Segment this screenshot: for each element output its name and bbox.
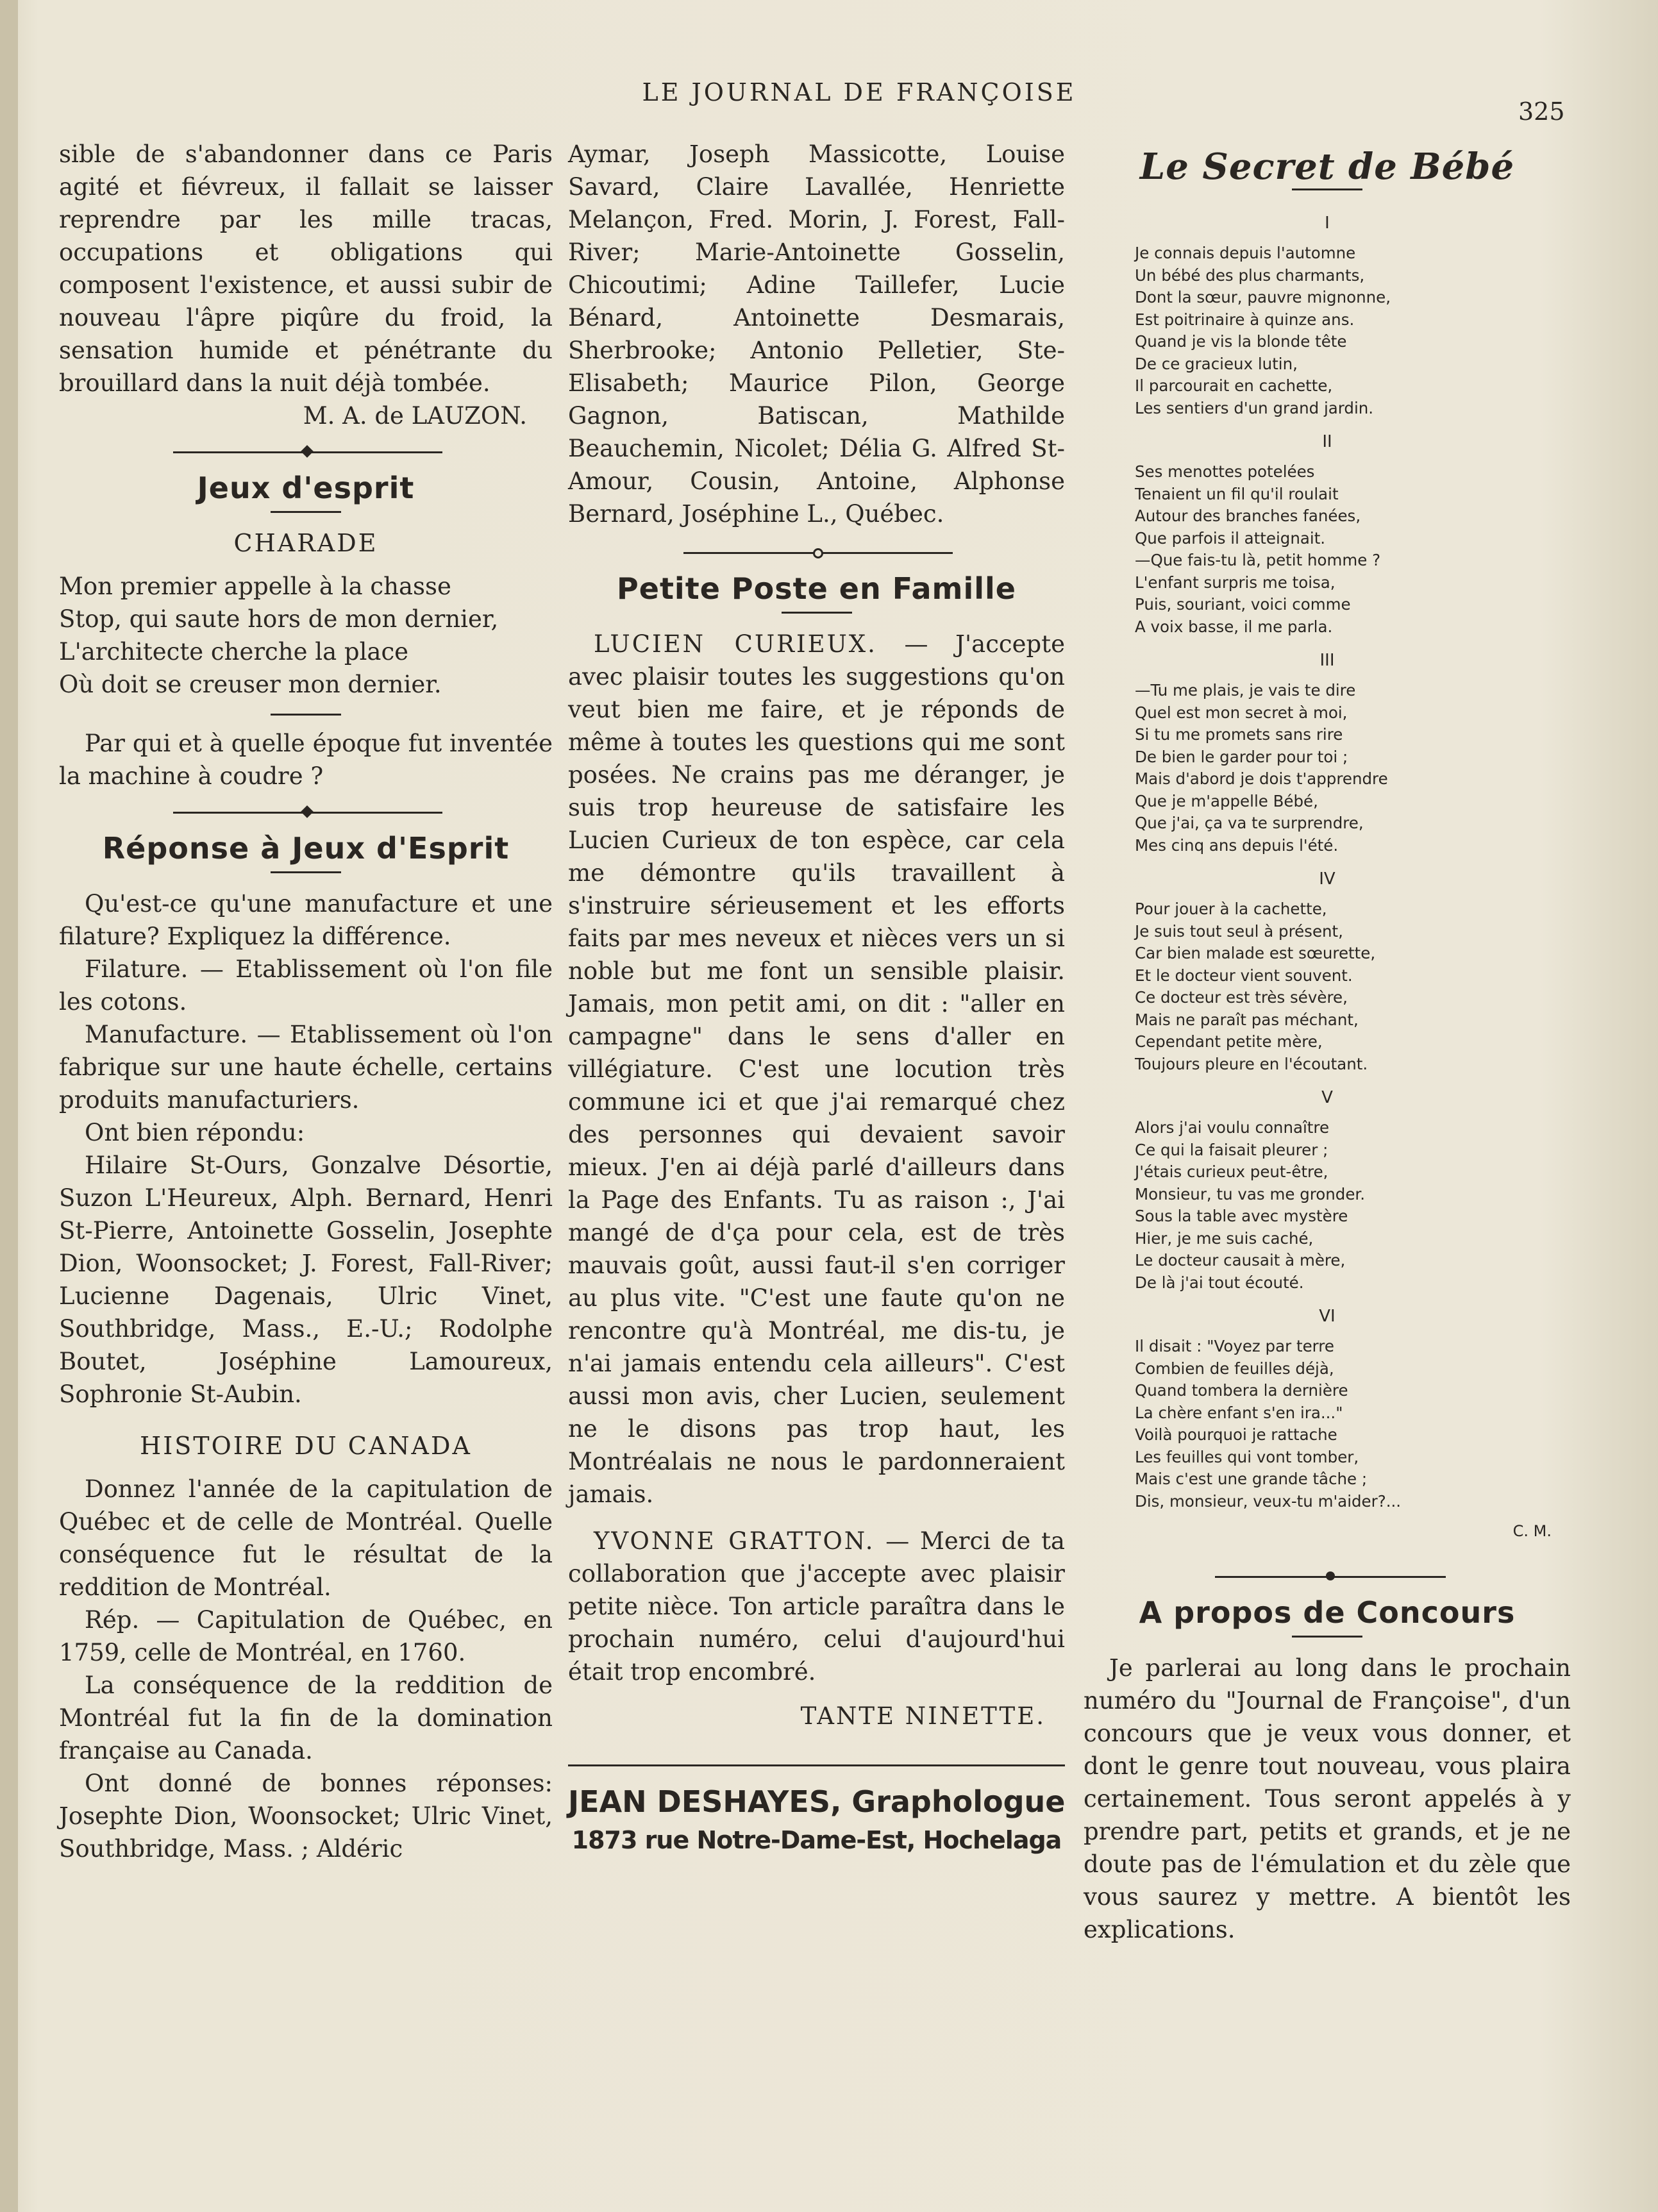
poem-line: Le docteur causait à mère, — [1135, 1251, 1346, 1269]
histoire-heading: HISTOIRE DU CANADA — [140, 1432, 472, 1460]
journal-header: LE JOURNAL DE FRANÇOISE — [642, 78, 1076, 106]
histoire-question: Donnez l'année de la capitulation de Québec et de celle de Montréal. Quelle conséquence fut le résultat de la reddition de Montréal. — [59, 1475, 553, 1601]
intro-author: M. A. de LAUZON. — [303, 402, 527, 430]
respondents-list: Hilaire St-Ours, Gonzalve Désortie, Suzon L'Heureux, Alph. Bernard, Henri St-Pierre, Antoinette Gosselin, Josephte Dion, Woonsocket; J. Forest, Fall-River; Lucienne Dagenais, Ulric Vinet, Southbridge, Mass., E.-U.; Rodolphe Boutet, Joséphine Lamoureux, Sophronie St-Aubin. — [59, 1152, 553, 1408]
poem-line: Ce qui la faisait pleurer ; — [1135, 1140, 1328, 1159]
poem-title: Le Secret de Bébé — [1139, 146, 1515, 188]
stanza-number: VI — [1319, 1307, 1336, 1326]
poem-line: Si tu me promets sans rire — [1135, 725, 1343, 744]
poem-line: Que j'ai, ça va te surprendre, — [1135, 814, 1364, 832]
poem-stanza — [1084, 1117, 1571, 1294]
advertisement-name: JEAN DESHAYES, Graphologue — [568, 1784, 1066, 1819]
manufacture-answer: Manufacture. — Etablissement où l'on fabrique sur une haute échelle, certains produits manufacturiers. — [59, 1021, 553, 1114]
poem-line: De là j'ai tout écouté. — [1135, 1273, 1304, 1292]
tante-signature: TANTE NINETTE. — [800, 1702, 1046, 1730]
short-divider — [271, 714, 341, 716]
poem-line: Mais c'est une grande tâche ; — [1135, 1470, 1368, 1488]
poem-line: Mes cinq ans depuis l'été. — [1135, 835, 1339, 855]
charade-line: L'architecte cherche la place — [59, 638, 409, 666]
poem-stanza — [1084, 242, 1571, 419]
poem-line: Un bébé des plus charmants, — [1135, 265, 1365, 285]
ornament-divider — [59, 801, 553, 823]
poem-line: Quel est mon secret à moi, — [1135, 703, 1348, 722]
histoire-consequence: La conséquence de la reddition de Montréal fut la fin de la domination française au Canada. — [59, 1672, 553, 1764]
poem-line: Toujours pleure en l'écoutant. — [1135, 1054, 1368, 1073]
poem-line: De bien le garder pour toi ; — [1135, 747, 1348, 766]
intro-paragraph: sible de s'abandonner dans ce Paris agité et fiévreux, il fallait se laisser reprendre par les mille tracas, occupations et obligations qui composent l'existence, et aussi subir de nouveau l'âpre piqûre du froid, la sensation humide et pénétrante du brouillard dans la nuit déjà tombée. — [59, 140, 553, 397]
poem-line: Monsieur, tu vas me gronder. — [1135, 1184, 1366, 1203]
ornament-divider — [568, 542, 1065, 564]
poem-line: Voilà pourquoi je rattache — [1135, 1425, 1337, 1444]
poem-line: Quand tombera la dernière — [1135, 1381, 1348, 1400]
poem-line: Car bien malade est sœurette, — [1135, 944, 1376, 962]
stanza-number: V — [1321, 1088, 1333, 1107]
poem-section — [1084, 146, 1571, 1548]
poem-line: Ses menottes potelées — [1135, 462, 1315, 481]
ornament-divider — [1084, 1566, 1571, 1588]
charade-line: Stop, qui saute hors de mon dernier, — [59, 605, 499, 633]
page-number: 325 — [1518, 97, 1565, 126]
heading-rule — [782, 612, 852, 614]
poem-line: Alors j'ai voulu connaître — [1135, 1118, 1330, 1137]
concours-heading: A propos de Concours — [1139, 1595, 1516, 1630]
respondents-label: Ont bien répondu: — [85, 1119, 305, 1146]
poem-line: Quand je vis la blonde tête — [1135, 332, 1347, 351]
lucien-reply: — J'accepte avec plaisir toutes les suggestions qu'on veut bien me faire, et je réponds de même à toutes les questions qui me sont posées. Ne crains pas me déranger, je suis trop heureuse de satisfaire les Lucien Curieux de ton espèce, car cela me démontre qu'ils travaillent à s'instruire sérieusement et les efforts faits par mes neveux et nièces vers un si noble but me font un sensible plaisir. Jamais, mon petit ami, on dit : "aller en campagne" dans le sens d'aller en villégiature. C'est une locution très commune ici et que j'ai remarqué chez des personnes qui devaient savoir mieux. J'en ai déjà parlé d'ailleurs dans la Page des Enfants. Tu as raison :, J'ai mangé de d'ça pour cela, est de très mauvais goût, aussi faut-il s'en corriger au plus vite. "C'est une faute qu'on ne rencontre qu'à Montréal, me dis-tu, je n'ai jamais entendu cela ailleurs". C'est aussi mon avis, cher Lucien, seulement ne le disons pas trop haut, les Montréalais ne nous le pardonneraient jamais. — [568, 630, 1065, 1508]
poem-stanzas — [1084, 207, 1571, 1512]
poem-line: Mais ne paraît pas méchant, — [1135, 1010, 1359, 1029]
lucien-name: LUCIEN CURIEUX. — [594, 630, 877, 658]
poem-line: Que je m'appelle Bébé, — [1135, 791, 1318, 810]
poem-line: Est poitrinaire à quinze ans. — [1135, 310, 1355, 329]
poem-stanza — [1084, 461, 1571, 638]
concours-paragraph: Je parlerai au long dans le prochain numéro du "Journal de Françoise", d'un concours que je veux vous donner, et dont le genre tout nouveau, vous plaira certainement. Tous seront appelés à y prendre part, petits et grands, et je ne doute pas de l'émulation et du zèle que vous saurez y mettre. A bientôt les explications. — [1084, 1654, 1571, 1943]
charade-heading: CHARADE — [233, 529, 378, 557]
ornament-divider — [59, 441, 553, 463]
poem-line: Mais d'abord je dois t'apprendre — [1135, 769, 1388, 788]
poem-line: Cependant petite mère, — [1135, 1032, 1323, 1051]
poem-line: Dont la sœur, pauvre mignonne, — [1135, 288, 1391, 306]
poem-line: Ce docteur est très sévère, — [1135, 988, 1348, 1007]
poem-line: J'étais curieux peut-être, — [1135, 1162, 1328, 1181]
poem-line: Autour des branches fanées, — [1135, 507, 1361, 525]
poem-line: Les sentiers d'un grand jardin. — [1135, 398, 1374, 417]
stanza-number: II — [1322, 432, 1332, 451]
heading-rule — [1292, 1636, 1362, 1638]
poem-line: A voix basse, il me parla. — [1135, 617, 1333, 636]
respondents-continued: Aymar, Joseph Massicotte, Louise Savard, Claire Lavallée, Henriette Melançon, Fred. Morin, J. Forest, Fall-River; Marie-Antoinette Gosselin, Chicoutimi; Adine Taillefer, Lucie Bénard, Antoinette Desmarais, Sherbrooke; Antonio Pelletier, Ste-Elisabeth; Maurice Pilon, George Gagnon, Batiscan, Mathilde Beauchemin, Nicolet; Délia G. Alfred St-Amour, Cousin, Antoine, Alphonse Bernard, Joséphine L., Québec. — [568, 140, 1065, 528]
stanza-number: I — [1325, 214, 1330, 233]
poem-line: De ce gracieux lutin, — [1135, 354, 1298, 373]
ad-divider — [568, 1764, 1065, 1766]
poem-line: Tenaient un fil qu'il roulait — [1135, 484, 1339, 503]
histoire-respondents: Ont donné de bonnes réponses: Josephte Dion, Woonsocket; Ulric Vinet, Southbridge, Mass. ; Aldéric — [59, 1770, 553, 1863]
column-right — [1084, 138, 1571, 1946]
heading-rule — [271, 871, 341, 873]
poem-line: Et le docteur vient souvent. — [1135, 966, 1353, 985]
column-left — [59, 138, 553, 1865]
stanza-number: III — [1319, 651, 1335, 670]
manufacture-question: Qu'est-ce qu'une manufacture et une filature? Expliquez la différence. — [59, 890, 553, 950]
poem-signature: C. M. — [1512, 1522, 1552, 1540]
page-spine — [0, 0, 18, 2212]
advertisement-address: 1873 rue Notre-Dame-Est, Hochelaga — [571, 1826, 1062, 1854]
yvonne-name: YVONNE GRATTON. — [594, 1527, 875, 1555]
heading-rule — [271, 511, 341, 513]
poem-line: Sous la table avec mystère — [1135, 1207, 1348, 1225]
poem-line: Dis, monsieur, veux-tu m'aider?... — [1135, 1491, 1402, 1511]
yvonne-reply: — Merci de ta collaboration que j'accepte avec plaisir petite nièce. Ton article paraîtra dans le prochain numéro, celui d'aujourd'hui était trop encombré. — [568, 1527, 1065, 1686]
stanza-number: IV — [1319, 869, 1336, 889]
histoire-answer: Rép. — Capitulation de Québec, en 1759, celle de Montréal, en 1760. — [59, 1606, 553, 1666]
poem-stanza — [1084, 1336, 1571, 1512]
poem-line: Les feuilles qui vont tomber, — [1135, 1447, 1359, 1466]
poem-line: Combien de feuilles déjà, — [1135, 1359, 1334, 1378]
poem-line: Je suis tout seul à présent, — [1135, 921, 1343, 941]
poem-line: Il disait : "Voyez par terre — [1135, 1337, 1334, 1355]
heading-rule — [1292, 189, 1362, 190]
poem-stanza — [1084, 680, 1571, 857]
poem-line: —Que fais-tu là, petit homme ? — [1135, 551, 1381, 569]
poem-line: Je connais depuis l'automne — [1135, 244, 1356, 262]
poem-line: Puis, souriant, voici comme — [1135, 595, 1351, 614]
poem-line: Hier, je me suis caché, — [1135, 1228, 1314, 1248]
charade-verse — [59, 570, 553, 701]
yvonne-letter — [568, 1525, 1065, 1688]
poem-line: L'enfant surpris me toisa, — [1135, 573, 1336, 592]
poem-line: Pour jouer à la cachette, — [1135, 900, 1327, 918]
poem-stanza — [1084, 898, 1571, 1075]
filature-answer: Filature. — Etablissement où l'on file les cotons. — [59, 955, 553, 1016]
poem-line: La chère enfant s'en ira..." — [1135, 1403, 1343, 1422]
jeux-heading: Jeux d'esprit — [197, 471, 415, 505]
poem-line: —Tu me plais, je vais te dire — [1135, 681, 1356, 700]
reponse-heading: Réponse à Jeux d'Esprit — [102, 831, 510, 866]
lucien-letter — [568, 628, 1065, 1511]
question-paragraph: Par qui et à quelle époque fut inventée la machine à coudre ? — [59, 730, 553, 790]
charade-line: Où doit se creuser mon dernier. — [59, 671, 442, 698]
charade-line: Mon premier appelle à la chasse — [59, 573, 451, 600]
petite-poste-heading: Petite Poste en Famille — [617, 571, 1016, 606]
poem-line: Il parcourait en cachette, — [1135, 376, 1333, 395]
column-middle — [568, 138, 1065, 1859]
poem-line: Que parfois il atteignait. — [1135, 528, 1326, 548]
